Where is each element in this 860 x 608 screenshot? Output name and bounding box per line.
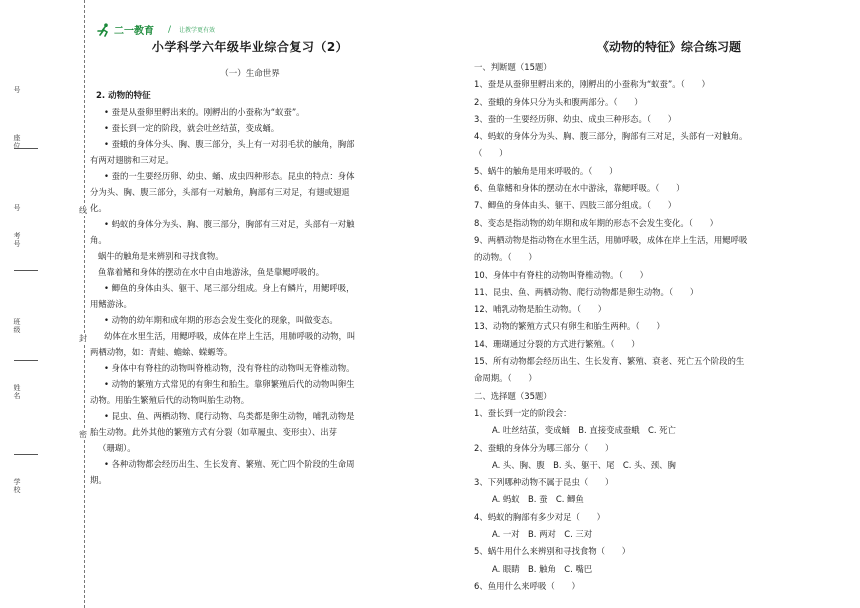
exercise-line: 14、珊瑚通过分裂的方式进行繁殖。（ ） — [474, 338, 640, 349]
brand-name: 二一教育 — [114, 26, 154, 37]
note-line: • 鲫鱼的身体由头、躯干、尾三部分组成。身上有鳞片，用鳃呼吸， — [104, 283, 355, 293]
note-line: 胎生动物。此外其他的繁殖方式有分裂（如草履虫、变形虫）、出芽 — [90, 427, 338, 437]
exercise-line: 一、判断题（15题） — [474, 62, 552, 72]
note-line: （珊瑚）。 — [98, 443, 136, 453]
note-line: • 蚂蚁的身体分为头、胸、腹三部分，胸部有三对足，头部有一对触 — [104, 219, 355, 229]
margin-label-number: 号 — [13, 204, 21, 212]
margin-field-line — [14, 270, 38, 271]
exercise-line: 2、蚕蛾的身体只分为头和腹两部分。（ ） — [474, 96, 643, 107]
section-title: （一）生命世界 — [220, 69, 280, 79]
margin-field-line — [14, 454, 38, 455]
exercise-line: 6、鱼用什么来呼吸（ ） — [474, 580, 580, 591]
margin-field-line — [14, 360, 38, 361]
margin-label-name: 姓名 — [13, 384, 21, 400]
exercise-line: 3、蚕的一生要经历卵、幼虫、成虫三种形态。（ ） — [474, 113, 677, 124]
note-line: • 蚕是从蚕卵里孵出来的。刚孵出的小蚕称为“蚁蚕”。 — [104, 107, 305, 117]
exercise-line: 命周期。（ ） — [474, 373, 537, 384]
note-line: • 动物的幼年期和成年期的形态会发生变化的现象，叫做变态。 — [104, 315, 338, 325]
answer-options: A. 一对 B. 两对 C. 三对 — [492, 529, 593, 540]
exercise-line: 5、蜗牛用什么来辨别和寻找食物（ ） — [474, 546, 631, 557]
note-line: 两栖动物，如：青蛙、蟾蜍、蝾螈等。 — [90, 347, 233, 357]
answer-options: A. 吐丝结茧，变成蛹 B. 直接变成蚕蛾 C. 死亡 — [492, 425, 676, 436]
exercise-line: （ ） — [474, 148, 508, 159]
answer-options: A. 蚂蚁 B. 蚕 C. 鲫鱼 — [492, 494, 584, 505]
note-line: • 蚕的一生要经历卵、幼虫、蛹、成虫四种形态。昆虫的特点：身体 — [104, 171, 355, 181]
binding-char-line: 线 — [79, 206, 87, 215]
margin-label-seat: 座位 — [13, 134, 21, 150]
margin-label-seat-number: 号 — [13, 86, 21, 94]
note-line: • 各种动物都会经历出生、生长发育、繁殖、死亡四个阶段的生命周 — [104, 459, 355, 469]
exercise-line: 的动物。（ ） — [474, 252, 537, 263]
note-line: 幼体在水里生活，用鳃呼吸，成体在岸上生活，用肺呼吸的动物，叫 — [104, 331, 356, 341]
margin-label-school: 学校 — [13, 478, 21, 494]
exercise-line: 1、蚕长到一定的阶段会： — [474, 407, 572, 418]
binding-margin — [0, 0, 87, 608]
review-title: 小学科学六年级毕业综合复习（2） — [151, 40, 349, 54]
exercise-line: 5、蜗牛的触角是用来呼吸的。（ ） — [474, 165, 618, 176]
note-line: 用鳍游泳。 — [90, 299, 132, 309]
exercise-line: 二、选择题（35题） — [474, 390, 552, 401]
exercise-line: 6、鱼靠鳍和身体的摆动在水中游泳，靠鳃呼吸。（ ） — [474, 183, 685, 194]
exercise-line: 1、蚕是从蚕卵里孵出来的，刚孵出的小蚕称为“蚁蚕”。（ ） — [474, 79, 710, 90]
exercise-line: 3、下列哪种动物不属于昆虫（ ） — [474, 477, 614, 488]
note-line: 动物。用胎生繁殖后代的动物叫胎生动物。 — [90, 395, 250, 405]
brand-slogan: 让教学更有效 — [179, 27, 216, 34]
exercise-line: 4、蚂蚁的胸部有多少对足（ ） — [474, 511, 605, 522]
exercise-line: 7、鲫鱼的身体由头、躯干、四肢三部分组成。（ ） — [474, 200, 677, 211]
logo-divider: / — [168, 24, 172, 35]
binding-dashed-line — [84, 0, 85, 608]
exercise-line: 15、所有动物都会经历出生、生长发育、繁殖、衰老、死亡五个阶段的生 — [474, 356, 745, 367]
exercise-line: 12、哺乳动物是胎生动物。（ ） — [474, 304, 607, 315]
exercise-line: 2、蚕蛾的身体分为哪三部分（ ） — [474, 442, 614, 453]
note-line: 鱼靠着鳍和身体的摆动在水中自由地游泳，鱼是靠鳃呼吸的。 — [98, 267, 325, 277]
answer-options: A. 眼睛 B. 触角 C. 嘴巴 — [492, 563, 593, 574]
topic-heading: 2. 动物的特征 — [96, 91, 151, 101]
publisher-logo — [96, 22, 215, 37]
margin-field-line — [14, 148, 38, 149]
note-line: 有两对翅膀和三对足。 — [90, 155, 174, 165]
note-line: 期。 — [90, 475, 107, 485]
exercise-line: 10、身体中有脊柱的动物叫脊椎动物。（ ） — [474, 269, 648, 280]
note-line: 分为头、胸、腹三部分，头部有一对触角，胸部有三对足，有翅或翅退 — [90, 187, 350, 197]
note-line: • 蚕长到一定的阶段，就会吐丝结茧，变成蛹。 — [104, 123, 280, 133]
note-line: • 蚕蛾的身体分头、胸、腹三部分，头上有一对羽毛状的触角，胸部 — [104, 139, 355, 149]
note-line: • 身体中有脊柱的动物叫脊椎动物，没有脊柱的动物叫无脊椎动物。 — [104, 363, 355, 373]
exercise-line: 4、蚂蚁的身体分为头、胸、腹三部分，胸部有三对足，头部有一对触角。 — [474, 131, 748, 142]
exercise-line: 9、两栖动物是指动物在水里生活，用肺呼吸，成体在岸上生活，用鳃呼吸 — [474, 234, 748, 245]
note-line: 角。 — [90, 235, 107, 245]
margin-label-exam-number: 考号 — [13, 232, 21, 248]
margin-label-class: 班级 — [13, 318, 21, 334]
note-line: 蜗牛的触角是来辨别和寻找食物。 — [98, 251, 224, 261]
note-line: • 昆虫、鱼、两栖动物、爬行动物、鸟类都是卵生动物，哺乳动物是 — [104, 411, 355, 421]
answer-options: A. 头、胸、腹 B. 头、躯干、尾 C. 头、颈、胸 — [492, 459, 676, 470]
note-line: 化。 — [90, 203, 107, 213]
exercise-line: 11、昆虫、鱼、两栖动物、爬行动物都是卵生动物。（ ） — [474, 286, 699, 297]
exercise-line: 8、变态是指动物的幼年期和成年期的形态不会发生变化。（ ） — [474, 217, 719, 228]
binding-char-secret: 密 — [79, 430, 87, 439]
exercise-title: 《动物的特征》综合练习题 — [596, 40, 741, 54]
note-line: • 动物的繁殖方式常见的有卵生和胎生。靠卵繁殖后代的动物叫卵生 — [104, 379, 355, 389]
runner-icon — [96, 23, 112, 37]
review-notes-column — [90, 38, 410, 488]
exercise-column — [474, 38, 844, 595]
binding-char-seal: 封 — [79, 334, 87, 343]
exercise-line: 13、动物的繁殖方式只有卵生和胎生两种。（ ） — [474, 321, 665, 332]
